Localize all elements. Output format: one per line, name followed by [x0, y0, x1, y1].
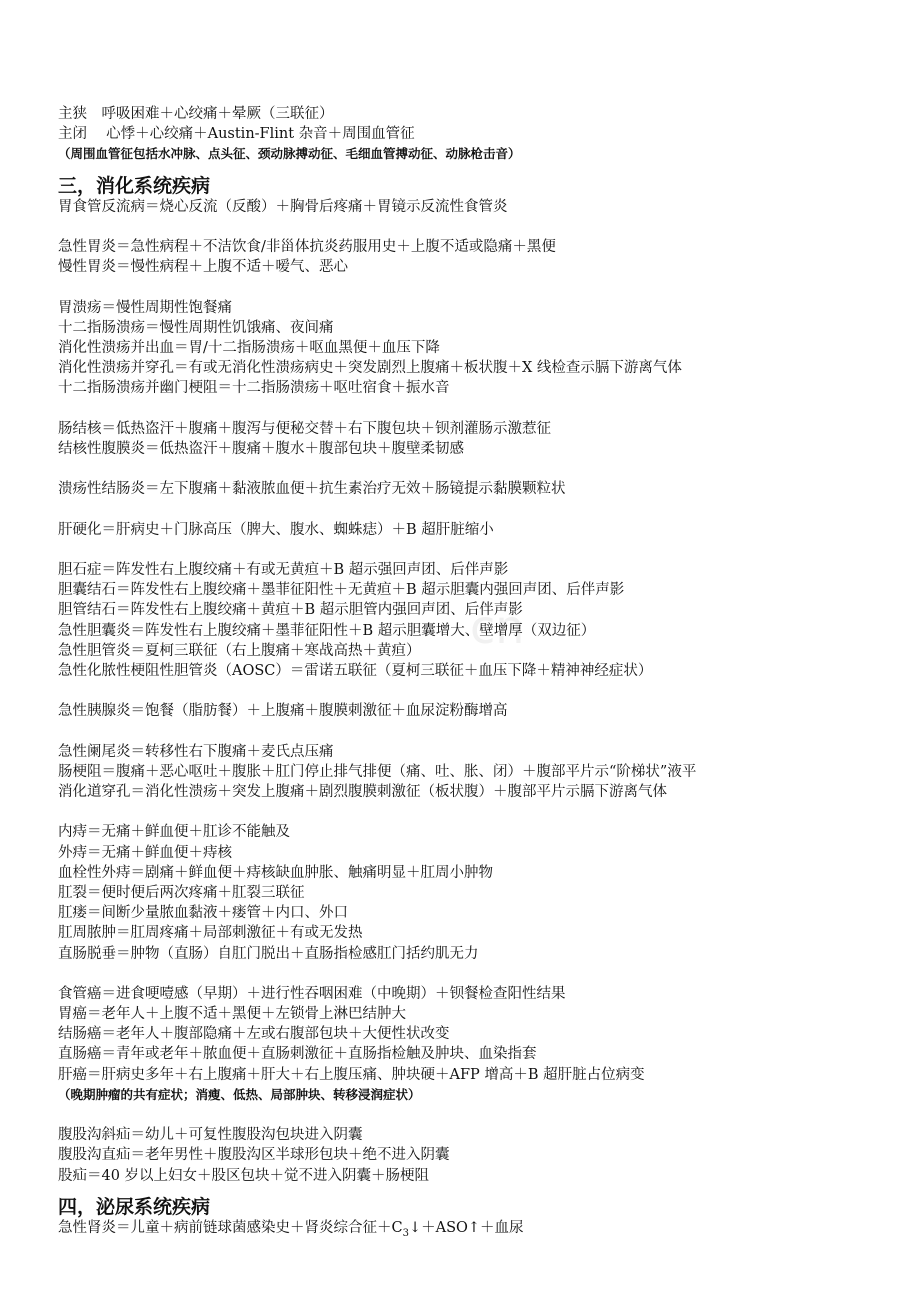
complement-subscript: 3	[402, 1227, 409, 1239]
text-line: 慢性胃炎＝慢性病程＋上腹不适＋嗳气、恶心	[58, 259, 348, 276]
text-line: 急性胃炎＝急性病程＋不洁饮食/非甾体抗炎药服用史＋上腹不适或隐痛＋黑便	[58, 238, 556, 255]
text-line: 急性胰腺炎＝饱餐（脂肪餐）＋上腹痛＋腹膜刺激征＋血尿淀粉酶增高	[58, 703, 508, 720]
text-line: 股疝＝40 岁以上妇女＋股区包块＋觉不进入阴囊＋肠梗阻	[58, 1167, 430, 1184]
text-line: 胃溃疡＝慢性周期性饱餐痛	[58, 299, 232, 316]
text-line: 腹股沟斜疝＝幼儿＋可复性腹股沟包块进入阴囊	[58, 1127, 363, 1144]
text-line: 肠结核＝低热盗汗＋腹痛＋腹泻与便秘交替＋右下腹包块＋钡剂灌肠示激惹征	[58, 420, 551, 437]
text-line: 急性胆囊炎＝阵发性右上腹绞痛＋墨菲征阳性＋B 超示胆囊增大、壁增厚（双边征）	[58, 622, 596, 639]
nephritis-text: 急性肾炎＝儿童＋病前链球菌感染史＋肾炎综合征＋C	[58, 1219, 403, 1236]
text-line: 肝癌＝肝病史多年＋右上腹痛＋肝大＋右上腹压痛、肿块硬＋AFP 增高＋B 超肝脏占位病变	[58, 1066, 645, 1083]
text-line: 急性化脓性梗阻性胆管炎（AOSC）＝雷诺五联征（夏柯三联征＋血压下降＋精神神经症状）	[58, 662, 653, 679]
text-line: 内痔＝无痛＋鲜血便＋肛诊不能触及	[58, 824, 290, 841]
text-line: 胃癌＝老年人＋上腹不适＋黑便＋左锁骨上淋巴结肿大	[58, 1006, 406, 1023]
nephritis-text-tail: ↓＋ASO↑＋血尿	[408, 1219, 524, 1236]
document-page	[58, 104, 898, 1238]
note-late-tumor: （晚期肿瘤的共有症状；消瘦、低热、局部肿块、转移浸润症状）	[58, 1086, 421, 1102]
text-line: 胆囊结石＝阵发性右上腹绞痛＋墨菲征阳性＋无黄疸＋B 超示胆囊内强回声团、后伴声影	[58, 582, 625, 599]
text-line: 血栓性外痔＝剧痛＋鲜血便＋痔核缺血肿胀、触痛明显＋肛周小肿物	[58, 864, 493, 881]
text-line: 腹股沟直疝＝老年男性＋腹股沟区半球形包块＋绝不进入阴囊	[58, 1147, 450, 1164]
text-line: 消化性溃疡并穿孔＝有或无消化性溃疡病史＋突发剧烈上腹痛＋板状腹＋X 线检查示膈下游离气体	[58, 360, 682, 377]
text-line: 消化道穿孔＝消化性溃疡＋突发上腹痛＋剧烈腹膜刺激征（板状腹）＋腹部平片示膈下游离气体	[58, 784, 667, 800]
text-line: 肝硬化＝肝病史＋门脉高压（脾大、腹水、蜘蛛痣）＋B 超肝脏缩小	[58, 521, 494, 538]
text-line: 直肠脱垂＝肿物（直肠）自肛门脱出＋直肠指检感肛门括约肌无力	[58, 945, 479, 962]
text-line: 十二指肠溃疡＝慢性周期性饥饿痛、夜间痛	[58, 319, 334, 336]
text-line-nephritis	[58, 1218, 898, 1238]
text-line: 胃食管反流病＝烧心反流（反酸）＋胸骨后疼痛＋胃镜示反流性食管炎	[58, 198, 508, 215]
text-line: 结肠癌＝老年人＋腹部隐痛＋左或右腹部包块＋大便性状改变	[58, 1026, 450, 1043]
watermark: cn	[470, 600, 525, 654]
text-line: 消化性溃疡并出血＝胃/十二指肠溃疡＋呕血黑便＋血压下降	[58, 339, 440, 356]
text-line: 肛周脓肿＝肛周疼痛＋局部刺激征＋有或无发热	[58, 925, 363, 942]
text-line: 肛裂＝便时便后两次疼痛＋肛裂三联征	[58, 884, 305, 901]
section-heading-urinary: 四，泌尿系统疾病	[58, 1195, 211, 1218]
text-line: 主闭 心悸＋心绞痛＋Austin-Flint 杂音＋周围血管征	[58, 126, 415, 143]
text-line: 肠梗阻＝腹痛＋恶心呕吐＋腹胀＋肛门停止排气排便（痛、吐、胀、闭）＋腹部平片示“阶梯状”液平	[58, 763, 697, 780]
text-line: 溃疡性结肠炎＝左下腹痛＋黏液脓血便＋抗生素治疗无效＋肠镜提示黏膜颗粒状	[58, 481, 566, 498]
text-line: 直肠癌＝青年或老年＋脓血便＋直肠刺激征＋直肠指检触及肿块、血染指套	[58, 1046, 537, 1063]
text-line: 肛瘘＝间断少量脓血黏液＋瘘管＋内口、外口	[58, 905, 348, 922]
note-vascular-signs: （周围血管征包括水冲脉、点头征、颈动脉搏动征、毛细血管搏动征、动脉枪击音）	[58, 146, 521, 162]
text-line: 十二指肠溃疡并幽门梗阻＝十二指肠溃疡＋呕吐宿食＋振水音	[58, 380, 450, 397]
text-line: 胆管结石＝阵发性右上腹绞痛＋黄疸＋B 超示胆管内强回声团、后伴声影	[58, 602, 523, 619]
text-line: 急性阑尾炎＝转移性右下腹痛＋麦氏点压痛	[58, 743, 334, 760]
text-line: 胆石症＝阵发性右上腹绞痛＋有或无黄疸＋B 超示强回声团、后伴声影	[58, 561, 509, 578]
text-line: 外痔＝无痛＋鲜血便＋痔核	[58, 844, 232, 861]
text-line: 主狭 呼吸困难＋心绞痛＋晕厥（三联征）	[58, 106, 334, 122]
text-line: 结核性腹膜炎＝低热盗汗＋腹痛＋腹水＋腹部包块＋腹壁柔韧感	[58, 440, 464, 457]
text-line: 食管癌＝进食哽噎感（早期）＋进行性吞咽困难（中晚期）＋钡餐检查阳性结果	[58, 985, 566, 1002]
section-heading-digestive: 三，消化系统疾病	[58, 174, 211, 197]
text-line: 急性胆管炎＝夏柯三联征（右上腹痛＋寒战高热＋黄疸）	[58, 642, 421, 659]
